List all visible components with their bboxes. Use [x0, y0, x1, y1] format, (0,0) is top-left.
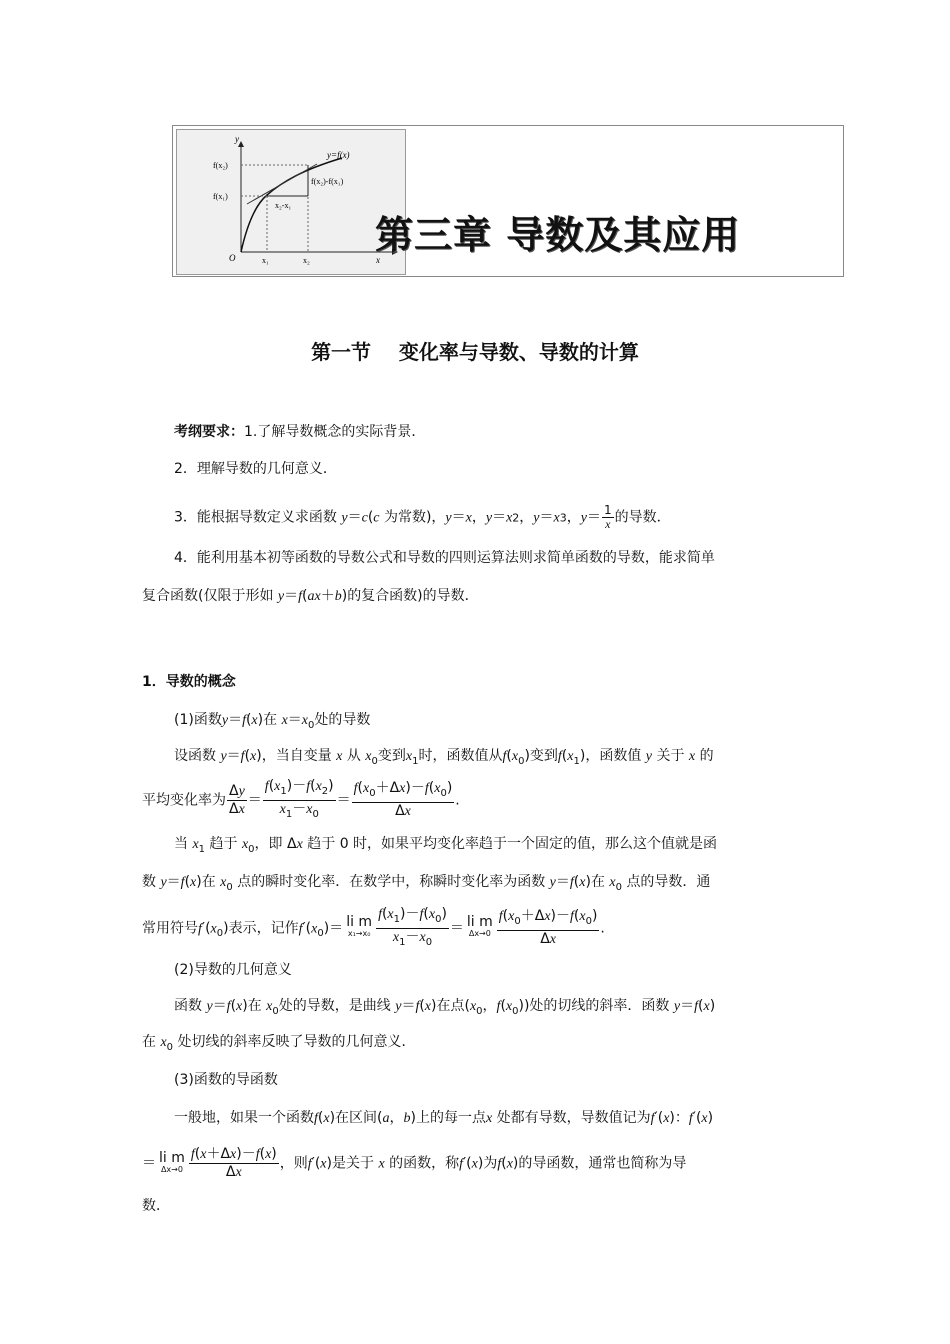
p3-d: 在点( — [436, 998, 470, 1014]
paragraph-2-line2: 数 y＝f(x)在 $x_0$ 点的瞬时变化率．在数学中，称瞬时变化率为函数 y＝f(x)在 $x_0$ 点的导数．通 — [142, 874, 711, 893]
chapter-banner — [172, 125, 844, 277]
limit-symbol-3: li m Δx→0 — [159, 1149, 185, 1174]
dy-label: f(x₂)-f(x₁) — [311, 177, 344, 186]
p2-line2-e: 点的导数．通 — [626, 874, 711, 890]
p1-i: 的 — [699, 748, 714, 764]
paragraph-4-line2: ＝ li m Δx→0 $\frac{f(x+\Delta x)-f(x)}{\Delta x}$ ，则f′(x)是关于 x 的函数，称f′(x)为f(x)的导函数，通常也简称为导 — [142, 1146, 687, 1180]
dx-label: x₂-x₁ — [275, 201, 292, 210]
limit-symbol-1: li m x₁→x₀ — [346, 914, 373, 939]
p3-c: 处的导数，是曲线 — [278, 998, 391, 1014]
secant-line-graph — [177, 130, 405, 274]
p3-a: 函数 — [174, 998, 202, 1014]
paragraph-2-line3: 常用符号$f'(x_0)$表示，记作$f'(x_0)=$ li m x₁→x₀ $\frac{f(x_1)-f(x_0)}{x_1-x_0}$ ＝ li m Δx→0 $\frac{f(x_0+\Delta x)-f(x_0)}{\Delta x}$ . — [142, 906, 605, 948]
p3-e: ))处的切线的斜率．函数 — [518, 998, 670, 1014]
sub1-tail: 处的导数 — [314, 712, 371, 728]
p4-line2-e: 的导函数，通常也简称为导 — [518, 1155, 687, 1172]
p1-h: 关于 — [656, 748, 685, 764]
p1-g: ，函数值 — [585, 748, 642, 764]
outline-item-2: 2．理解导数的几何意义． — [174, 461, 337, 477]
paragraph-3-line1: 函数 y＝f(x)在 $x_0$处的导数，是曲线 y＝f(x)在点($x_0$，$f(x_0)$)处的切线的斜率．函数 y＝f(x) — [174, 998, 716, 1017]
p2-c: ，即 — [254, 836, 283, 852]
p1-line2: 平均变化率为 — [142, 792, 226, 809]
outline-item4-b: 的复合函数)的导数． — [347, 588, 479, 604]
p2-a: 当 — [174, 836, 188, 852]
p2-line3-b: 表示，记作 — [228, 920, 299, 937]
sub1-text: (1)函数 — [174, 712, 222, 728]
paragraph-4-line3: 数． — [142, 1198, 170, 1214]
outline-item-4-line2: 复合函数(仅限于形如 y＝f(ax＋b)的复合函数)的导数． — [142, 588, 479, 604]
p2-line2-d: 在 — [590, 874, 605, 890]
outline-item-3: 3．能根据导数定义求函数 y＝c(c 为常数)，y＝x，y＝x2，y＝x3，y＝ $\frac{1}{x}$ 的导数． — [174, 503, 671, 531]
p3-b: 在 — [247, 998, 262, 1014]
section-title: 第一节 变化率与导数、导数的计算 — [311, 340, 639, 364]
outline-item1-text: 1.了解导数概念的实际背景． — [244, 424, 426, 440]
concept-heading: 1．导数的概念 — [142, 674, 236, 690]
paragraph-4-line1: 一般地，如果一个函数f(x)在区间(a，b)上的每一点x 处都有导数，导数值记为f′(x)：f′(x) — [174, 1110, 714, 1126]
p1-e: 时，函数值从 — [418, 748, 503, 764]
outline-item4-a: 复合函数(仅限于形如 — [142, 588, 274, 604]
p4-line2-d: 为 — [483, 1155, 498, 1172]
p4-c: )上的每一点 — [410, 1110, 486, 1126]
curve-label: y=f(x) — [327, 150, 350, 160]
p4-line2-b: 是关于 — [331, 1155, 374, 1172]
p4-a: 一般地，如果一个函数 — [174, 1110, 314, 1126]
p4-d: 处都有导数，导数值记为 — [496, 1110, 651, 1126]
outline-item-1 — [174, 422, 425, 442]
p1-c: 从 — [346, 748, 361, 764]
outline-item3-mid: 为常数)， — [383, 509, 446, 526]
x2-label: x₂ — [303, 256, 310, 265]
paragraph-1-line2: 平均变化率为 $\frac{\Delta y}{\Delta x}$ ＝ $\frac{f(x_1)-f(x_2)}{x_1-x_0}$ ＝ $\frac{f(x_0+\Delta x)-f(x_0)}{\Delta x}$ . — [142, 778, 460, 820]
p2-line2-b: 在 — [201, 874, 216, 890]
x-axis-label: x — [376, 255, 380, 265]
fx1-label: f(x₁) — [213, 192, 228, 201]
p1-d: 变到 — [377, 748, 406, 764]
p2-line2-c: 点的瞬时变化率．在数学中，称瞬时变化率为函数 — [237, 874, 546, 890]
outline-label: 考纲要求： — [174, 424, 244, 440]
p1-b: ，当自变量 — [261, 748, 332, 764]
outline-item-4-line1: 4．能利用基本初等函数的导数公式和导数的四则运算法则求简单函数的导数，能求简单 — [174, 550, 715, 566]
outline-item3-post: 的导数． — [614, 509, 671, 526]
origin-label: O — [229, 253, 236, 263]
y-axis-label: y — [235, 134, 239, 144]
p2-line3-a: 常用符号 — [142, 920, 198, 937]
chapter-title: 第三章 导数及其应用 — [375, 212, 741, 257]
paragraph-3-line2: 在 $x_0$ 处切线的斜率反映了导数的几何意义． — [142, 1034, 416, 1053]
p1-a: 设函数 — [174, 748, 216, 764]
x1-label: x₁ — [262, 256, 269, 265]
sub-heading-1: (1)函数y＝f(x)在 $x=x_0$处的导数 — [174, 712, 371, 731]
derivative-graph-figure — [176, 129, 406, 275]
sub-heading-3: (3)函数的导函数 — [174, 1072, 278, 1088]
p4-line2-a: ，则 — [279, 1155, 308, 1172]
p3-line2: 处切线的斜率反映了导数的几何意义． — [177, 1034, 416, 1050]
sub-heading-2: (2)导数的几何意义 — [174, 962, 292, 978]
p2-line2-a: 数 — [142, 874, 156, 890]
p1-f: 变到 — [529, 748, 558, 764]
outline-item3-pre: 3．能根据导数定义求函数 — [174, 509, 337, 526]
paragraph-2-line1: 当 $x_1$ 趋于 $x_0$，即 Δx 趋于 0 时，如果平均变化率趋于一个固定的值，那么这个值就是函 — [174, 836, 718, 855]
fx2-label: f(x₂) — [213, 161, 228, 170]
paragraph-1-line1: 设函数 y＝f(x)，当自变量 x 从 $x_0$变到$x_1$时，函数值从$f(x_0)$变到$f(x_1)$，函数值 y 关于 x 的 — [174, 748, 714, 767]
p4-b: 在区间( — [335, 1110, 383, 1126]
p2-d: 趋于 0 时，如果平均变化率趋于一个固定的值，那么这个值就是函 — [307, 836, 718, 852]
p4-line2-c: 的函数，称 — [389, 1155, 460, 1172]
p2-b: 趋于 — [209, 836, 238, 852]
limit-symbol-2: li m Δx→0 — [466, 914, 493, 939]
